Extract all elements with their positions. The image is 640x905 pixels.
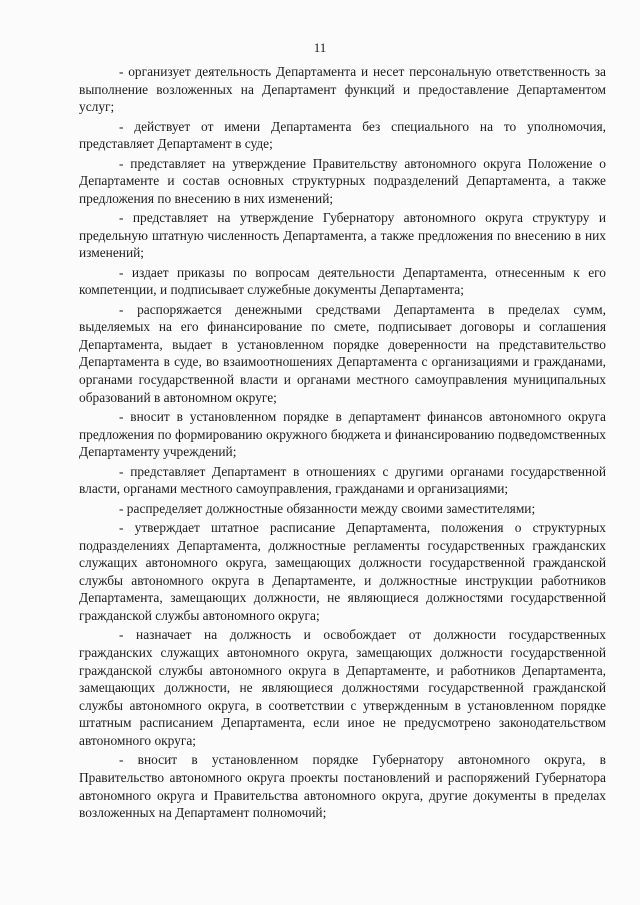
paragraph-submits-structure: - представляет на утверждение Губернатору автономного округа структуру и предельную штатную численность Департамента, а также предложения по внесению в них изменений; [79, 210, 606, 261]
paragraph-issues-orders: - издает приказы по вопросам деятельности Департамента, отнесенным к его компетенции, и подписывает служебные документы Департамента; [79, 264, 606, 298]
paragraph-approves-staffing: - утверждает штатное расписание Департамента, положения о структурных подразделениях Департамента, должностные регламенты государственных гражданских служащих автономного округа, замещающих должности государственной гражданской службы автономного округа в Департаменте, и должностные инструкции работников Департамента, замещающих должности, не являющиеся должностями государственной гражданской службы автономного округа; [79, 520, 606, 623]
page-number: 11 [313, 40, 327, 55]
paragraph-manages-funds: - распоряжается денежными средствами Департамента в пределах сумм, выделяемых на его финансирование по смете, подписывает договоры и соглашения Департамента, выдает в установленном порядке доверенности на представительство Департамента в суде, во взаимоотношениях Департамента с организациями и гражданами, органами государственной власти и органами местного самоуправления муниципальных образований в автономном округе; [79, 301, 606, 405]
paragraph-acts-on-behalf: - действует от имени Департамента без специального на то уполномочия, представляет Департамент в суде; [79, 118, 606, 152]
paragraph-appoints: - назначает на должность и освобождает от должности государственных гражданских служащих автономного округа, замещающих должности государственной гражданской службы автономного округа в Департаменте, и работников Департамента, замещающих должности, не являющиеся должностями государственной гражданской службы автономного округа, в соответствии с утвержденным в установленном порядке штатным расписанием Департамента, если иное не предусмотрено законодательством автономного округа; [79, 627, 606, 748]
document-body [79, 63, 606, 824]
paragraph-budget-proposals: - вносит в установленном порядке в департамент финансов автономного округа предложения по формированию окружного бюджета и финансированию подведомственных Департаменту учреждений; [79, 409, 606, 460]
paragraph-represents: - представляет Департамент в отношениях с другими органами государственной власти, органами местного самоуправления, гражданами и организациями; [79, 463, 606, 497]
paragraph-organizes: - организует деятельность Департамента и несет персональную ответственность за выполнение возложенных на Департамент функций и предоставление Департаментом услуг; [79, 64, 606, 115]
paragraph-submits-regulation: - представляет на утверждение Правительству автономного округа Положение о Департаменте и состав основных структурных подразделений Департамента, а также предложения по внесению в них изменений; [79, 155, 606, 206]
paragraph-distributes-duties: - распределяет должностные обязанности между своими заместителями; [119, 500, 536, 516]
paragraph-submits-drafts: - вносит в установленном порядке Губернатору автономного округа, в Правительство автономного округа проекты постановлений и распоряжений Губернатора автономного округа и Правительства автономного округа, другие документы в пределах возложенных на Департамент полномочий; [79, 752, 606, 821]
